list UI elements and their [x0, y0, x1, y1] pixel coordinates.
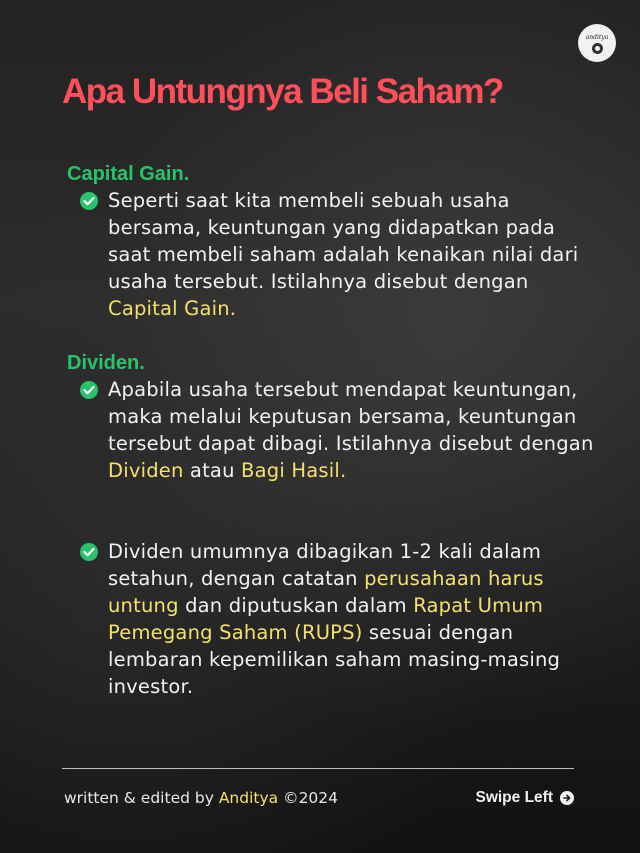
section-heading-capital-gain: Capital Gain.: [67, 163, 190, 185]
swipe-left-label: Swipe Left: [475, 789, 553, 806]
item-text: [108, 376, 600, 484]
author-name: Anditya: [218, 789, 279, 807]
item-text: [108, 187, 600, 322]
text-segment: Apabila usaha tersebut mendapat keuntungan, maka melalui keputusan bersama, keuntungan tersebut dapat dibagi. Istilahnya disebut dengan: [108, 378, 594, 455]
text-segment: dan diputuskan dalam: [178, 594, 414, 617]
brand-logo-icon: [578, 24, 616, 62]
section-heading-dividen: Dividen.: [67, 352, 145, 374]
copyright-year: ©2024: [278, 789, 339, 807]
check-circle-icon: [80, 381, 98, 399]
list-item-capital-gain: [80, 187, 600, 322]
text-segment: Dividen umumnya dibagikan 1-2 kali dalam setahun, dengan catatan: [108, 540, 542, 590]
logo-text: anditya: [585, 33, 609, 41]
page-title: Apa Untungnya Beli Saham?: [62, 72, 503, 111]
item-text: [108, 538, 600, 700]
list-item-dividen-2: [80, 538, 600, 700]
logo-mark-icon: [592, 43, 603, 54]
highlight-rups: Rapat Umum Pemegang Saham (RUPS): [108, 594, 544, 644]
highlight-dividen: Dividen: [108, 459, 184, 482]
text-segment: atau: [183, 459, 242, 482]
check-circle-icon: [80, 543, 98, 561]
swipe-left-button[interactable]: [475, 789, 574, 807]
text-segment: Seperti saat kita membeli sebuah usaha bersama, keuntungan yang didapatkan pada saat membeli saham adalah kenaikan nilai dari usaha tersebut. Istilahnya disebut dengan: [108, 189, 579, 293]
highlight-bagi-hasil: Bagi Hasil.: [241, 459, 347, 482]
footer-divider: [62, 768, 574, 769]
list-item-dividen-1: [80, 376, 600, 484]
highlight-perusahaan-harus-untung: perusahaan harus untung: [108, 567, 544, 617]
text-segment: sesuai dengan lembaran kepemilikan saham masing-masing investor.: [108, 621, 561, 698]
check-circle-icon: [80, 192, 98, 210]
credit-prefix: written & edited by: [64, 789, 219, 807]
footer-credit: [64, 789, 338, 807]
arrow-right-circle-icon: [560, 791, 574, 805]
highlight-capital-gain: Capital Gain.: [108, 297, 237, 320]
